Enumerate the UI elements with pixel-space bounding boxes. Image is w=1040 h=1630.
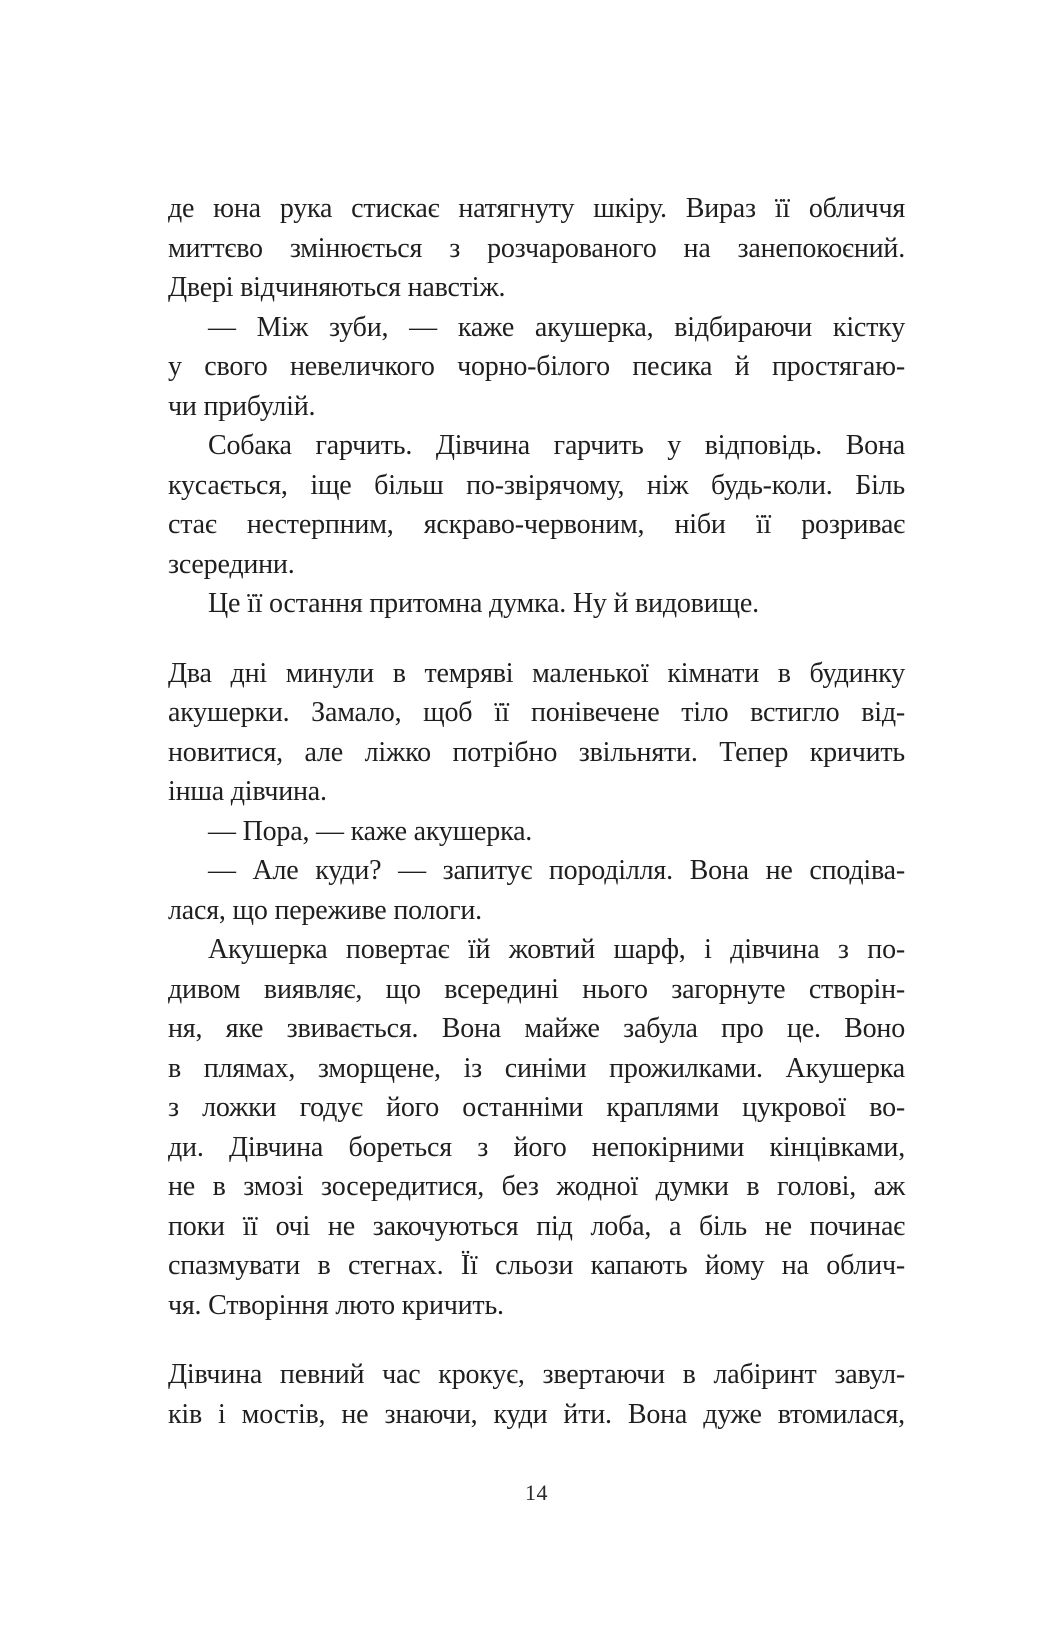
text-line: новитися, але ліжко потрібно звільняти. Тепер кричить [168,736,905,768]
text-line: де юна рука стискає натягнуту шкіру. Вираз її обличчя [168,193,905,224]
text-line: дивом виявляє, що всередині нього загорнуте створін- [168,973,905,1005]
text-line: Це її остання притомна думка. Ну й видовище. [208,588,759,619]
text-line: Два дні минули в темряві маленької кімнати в будинку [168,657,905,689]
text-line: — Між зуби, — каже акушерка, відбираючи кістку [208,311,905,343]
text-line: чя. Створіння люто кричить. [168,1289,504,1321]
text-line: зсередини. [168,548,295,580]
text-line: Дівчина певний час крокує, звертаючи в лабіринт завул- [168,1359,905,1390]
page-number: 14 [525,1480,548,1505]
text-line: в плямах, зморщене, із синіми прожилками. Акушерка [168,1052,905,1084]
text-line: з ложки годує його останніми краплями цукрової во- [168,1092,905,1123]
paragraph [168,851,905,930]
paragraph [168,189,905,308]
text-line: поки її очі не закочуються під лоба, а біль не починає [168,1210,905,1242]
text-line: ня, яке звивається. Вона майже забула про це. Воно [168,1013,905,1044]
text-line: інша дівчина. [168,776,327,807]
paragraph [168,426,905,584]
paragraph [168,654,905,812]
text-line: акушерки. Замало, щоб її понівечене тіло встигло від- [168,697,905,728]
text-block [168,0,905,1434]
text-line: лася, що переживе пологи. [168,894,482,926]
paragraph [168,812,905,852]
paragraph [168,584,905,624]
text-line: не в змозі зосередитися, без жодної думки в голові, аж [168,1171,905,1202]
paragraph [168,308,905,427]
text-line: Двері відчиняються навстіж. [168,272,506,303]
text-line: миттєво змінюється з розчарованого на занепокоєний. [168,232,905,264]
paragraph [168,930,905,1325]
paragraph [168,1355,905,1434]
text-line: у свого невеличкого чорно-білого песика й простягаю- [168,351,905,382]
text-line: — Але куди? — запитує породілля. Вона не сподіва- [208,855,905,886]
text-line: спазмувати в стегнах. Її сльози капають йому на облич- [168,1250,905,1281]
text-line: Собака гарчить. Дівчина гарчить у відповідь. Вона [208,430,905,461]
text-line: стає нестерпним, яскраво-червоним, ніби її розриває [168,509,905,540]
text-line: — Пора, — каже акушерка. [208,815,533,847]
text-line: ків і мостів, не знаючи, куди йти. Вона дуже втомилася, [168,1398,905,1430]
text-line: кусається, іще більш по-звірячому, ніж будь-коли. Біль [168,469,905,501]
text-line: чи прибулій. [168,390,316,422]
text-line: Акушерка повертає їй жовтий шарф, і дівчина з по- [208,934,905,965]
text-line: ди. Дівчина бореться з його непокірними кінцівками, [168,1131,905,1163]
